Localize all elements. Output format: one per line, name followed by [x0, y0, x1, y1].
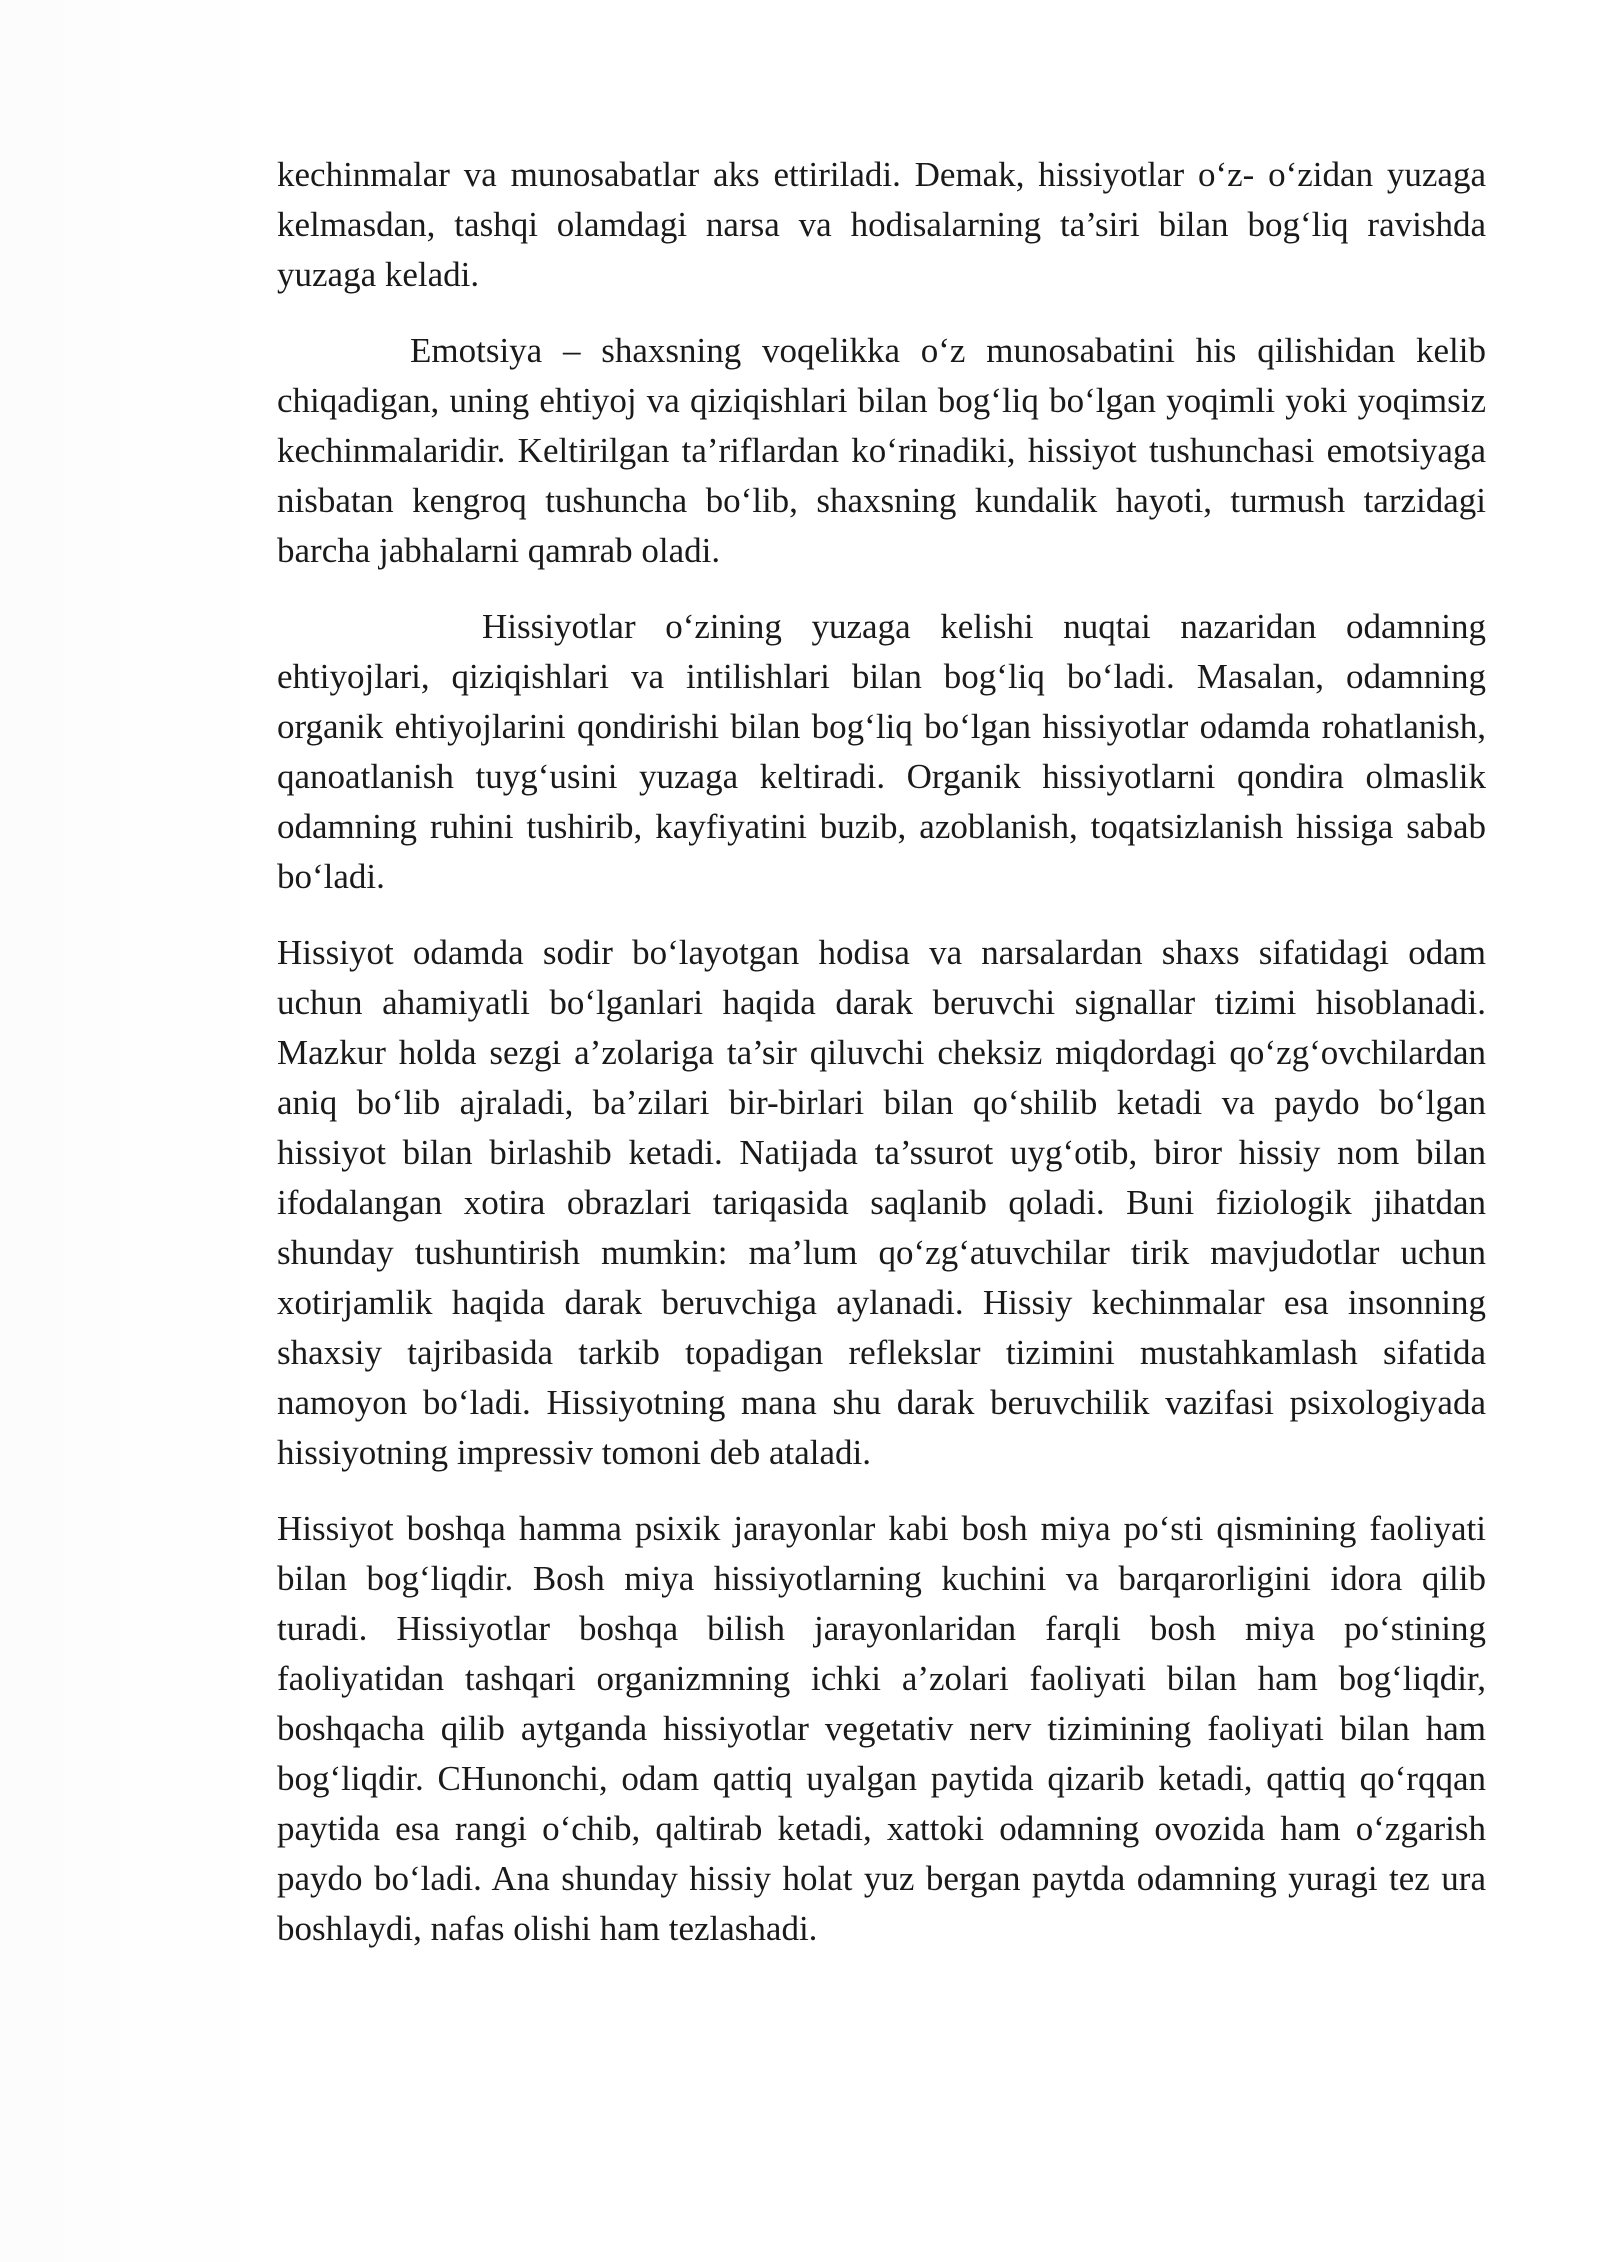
paragraph-2: Emotsiya – shaxsning voqelikka o‘z munosabatini his qilishidan kelib chiqadigan, uning ehtiyoj va qiziqishlari bilan bog‘liq bo‘lgan yoqimli yoki yoqimsiz kechinmalaridir. Keltirilgan ta’riflardan ko‘rinadiki, hissiyot tushunchasi emotsiyaga nisbatan kengroq tushuncha bo‘lib, shaxsning kundalik hayoti, turmush tarzidagi barcha jabhalarni qamrab oladi. [277, 331, 1486, 570]
paragraph-4: Hissiyot odamda sodir bo‘layotgan hodisa va narsalardan shaxs sifatidagi odam uchun ahamiyatli bo‘lganlari haqida darak beruvchi signallar tizimi hisoblanadi. Mazkur holda sezgi a’zolariga ta’sir qiluvchi cheksiz miqdordagi qo‘zg‘ovchilardan aniq bo‘lib ajraladi, ba’zilari bir-birlari bilan qo‘shilib ketadi va paydo bo‘lgan hissiyot bilan birlashib ketadi. Natijada ta’ssurot uyg‘otib, biror hissiy nom bilan ifodalangan xotira obrazlari tariqasida saqlanib qoladi. Buni fiziologik jihatdan shunday tushuntirish mumkin: ma’lum qo‘zg‘atuvchilar tirik mavjudotlar uchun xotirjamlik haqida darak beruvchiga aylanadi. Hissiy kechinmalar esa insonning shaxsiy tajribasida tarkib topadigan reflekslar tizimini mustahkamlash sifatida namoyon bo‘ladi. Hissiyotning mana shu darak beruvchilik vazifasi psixologiyada hissiyotning impressiv tomoni deb ataladi. [277, 933, 1486, 1472]
paragraph-5: Hissiyot boshqa hamma psixik jarayonlar kabi bosh miya po‘sti qismining faoliyati bilan bog‘liqdir. Bosh miya hissiyotlarning kuchini va barqarorligini idora qilib turadi. Hissiyotlar boshqa bilish jarayonlaridan farqli bosh miya po‘stining faoliyatidan tashqari organizmning ichki a’zolari faoliyati bilan ham bog‘liqdir, boshqacha qilib aytganda hissiyotlar vegetativ nerv tizimining faoliyati bilan ham bog‘liqdir. CHunonchi, odam qattiq uyalgan paytida qizarib ketadi, qattiq qo‘rqqan paytida esa rangi o‘chib, qaltirab ketadi, xattoki odamning ovozida ham o‘zgarish paydo bo‘ladi. Ana shunday hissiy holat yuz bergan paytda odamning yuragi tez ura boshlaydi, nafas olishi ham tezlashadi. [277, 1509, 1486, 1948]
page-margin [0, 0, 275, 2262]
paragraph-1: kechinmalar va munosabatlar aks ettiriladi. Demak, hissiyotlar o‘z- o‘zidan yuzaga kelmasdan, tashqi olamdagi narsa va hodisalarning ta’siri bilan bog‘liq ravishda yuzaga keladi. [277, 155, 1486, 294]
text-body [277, 150, 1486, 1980]
paragraph-3: Hissiyotlar o‘zining yuzaga kelishi nuqtai nazaridan odamning ehtiyojlari, qiziqishlari va intilishlari bilan bog‘liq bo‘ladi. Masalan, odamning organik ehtiyojlarini qondirishi bilan bog‘liq bo‘lgan hissiyotlar odamda rohatlanish, qanoatlanish tuyg‘usini yuzaga keltiradi. Organik hissiyotlarni qondira olmaslik odamning ruhini tushirib, kayfiyatini buzib, azoblanish, toqatsizlanish hissiga sabab bo‘ladi. [277, 607, 1486, 896]
